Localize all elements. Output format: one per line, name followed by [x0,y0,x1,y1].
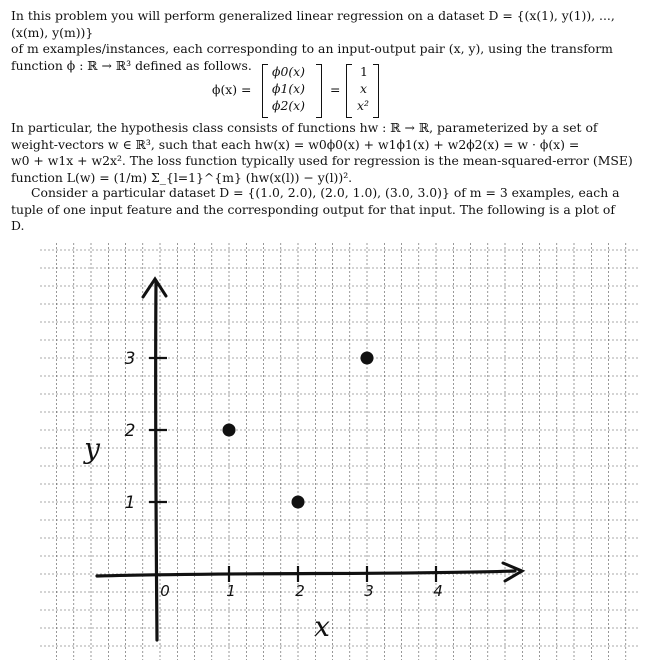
data-point [292,496,305,509]
x-tick-label: 0 [160,582,170,600]
data-point [223,424,236,437]
intro-line-2: of m examples/instances, each corresponding to an input-output pair (x, y), using the transform [11,41,613,57]
intro-line-1: In this problem you will perform generalized linear regression on a dataset D = {(x(1), y(1)), ..., (x(m), y(m))} [11,8,615,40]
phi1-entry: ϕ1(x) [272,81,305,96]
y-axis-label: y [84,432,100,465]
x-tick-label: 3 [364,582,374,600]
y-tick-label: 2 [124,421,136,441]
equation-equals: = [330,82,341,97]
plot-labels [82,349,443,643]
dataset-line-2: tuple of one input feature and the corresponding output for that input. The following is a plot of [11,201,615,217]
x-axis-label: x [314,610,330,643]
hypothesis-line-3: w0 + w1x + w2x². The loss function typically used for regression is the mean-squared-error (MSE) [11,153,633,169]
data-point [361,352,374,365]
one-entry: 1 [360,64,368,79]
x-tick-label: 1 [226,582,236,600]
phi0-entry: ϕ0(x) [272,64,305,79]
x-squared-entry: x² [357,98,369,113]
grid-paper [40,243,640,660]
dataset-line-3: D. [11,218,25,234]
phi2-entry: ϕ2(x) [272,98,305,113]
y-axis-line [156,283,157,640]
equation-lhs: ϕ(x) = [212,82,252,97]
hypothesis-line-1: In particular, the hypothesis class consists of functions hw : ℝ → ℝ, parameterized by a set of [11,120,598,135]
x-tick-label: 4 [433,582,443,600]
hypothesis-line-2: weight-vectors w ∈ ℝ³, such that each hw(x) = w0ϕ0(x) + w1ϕ1(x) + w2ϕ2(x) = w · ϕ(x) = [11,136,580,152]
y-tick-label: 3 [124,349,136,369]
hypothesis-line-4: function L(w) = (1/m) Σ_{l=1}^{m} (hw(x(l)) − y(l))². [11,169,353,185]
x-entry: x [360,81,367,96]
intro-line-3: function ϕ : ℝ → ℝ³ defined as follows. [11,57,252,73]
y-tick-label: 1 [124,493,136,513]
dataset-line-1: Consider a particular dataset D = {(1.0, 2.0), (2.0, 1.0), (3.0, 3.0)} of m = 3 examples, each a [31,185,620,200]
x-tick-label: 2 [295,582,305,600]
